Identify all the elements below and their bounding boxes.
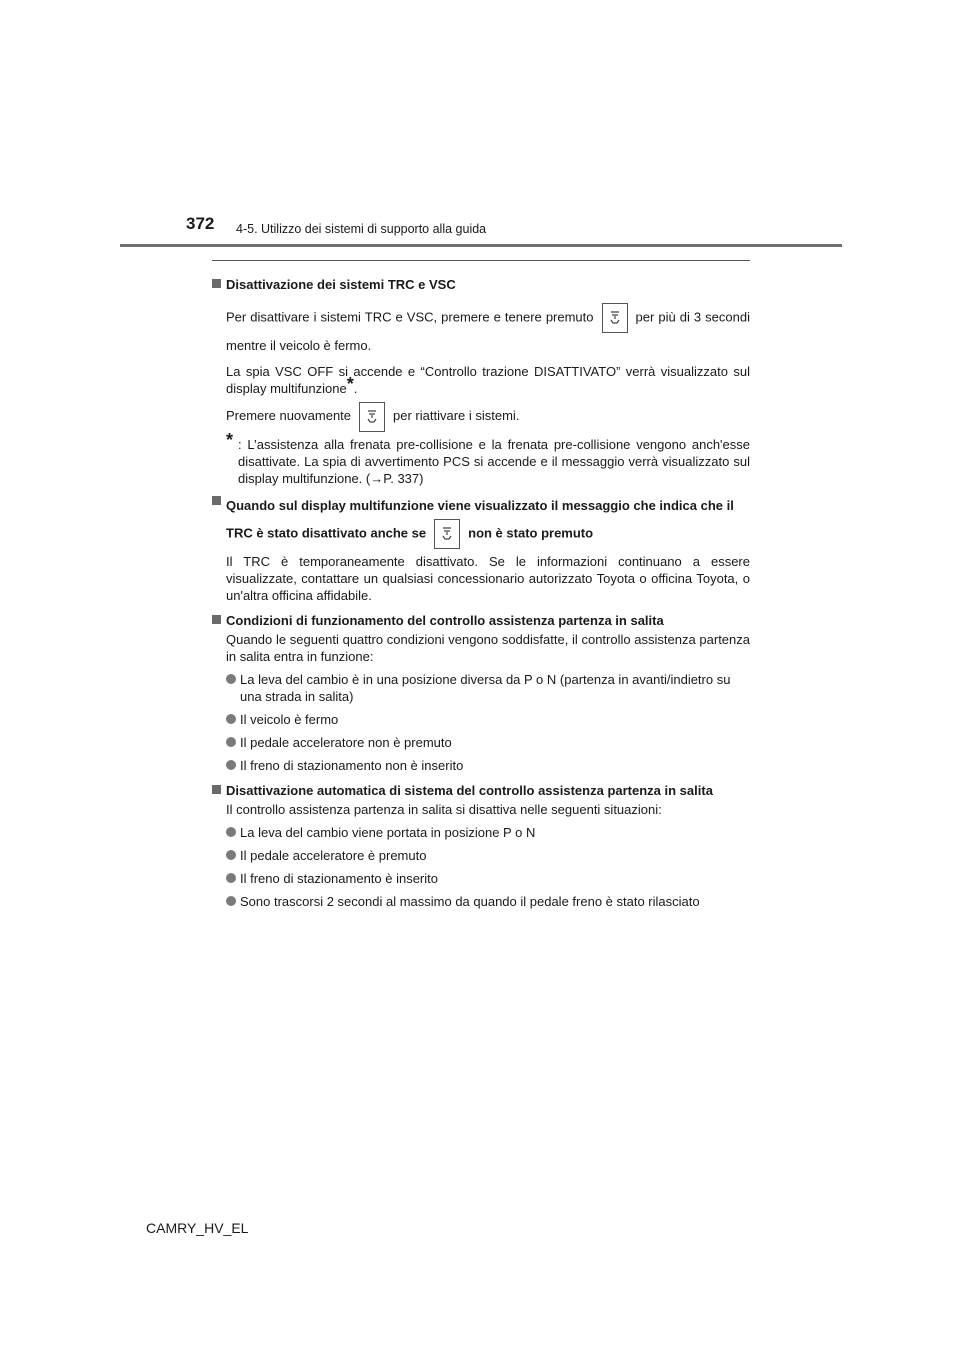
list-item: Il freno di stazionamento non è inserito (226, 757, 750, 774)
vsc-off-button-icon (602, 303, 628, 333)
list-item: Il pedale acceleratore è premuto (226, 847, 750, 864)
list-item: Il freno di stazionamento è inserito (226, 870, 750, 887)
paragraph: Quando le seguenti quattro condizioni vengono soddisfatte, il controllo assistenza partenza in salita entra in funzione: (226, 631, 750, 664)
vsc-off-button-icon (359, 402, 385, 432)
footnote-star: * (226, 429, 234, 450)
heading-disable-trc-vsc: Disattivazione dei sistemi TRC e VSC (212, 276, 750, 293)
footnote: * : L’assistenza alla frenata pre-collisione e la frenata pre-collisione vengono anch'esse disattivate. La spia di avvertimento PCS si accende e il messaggio verrà visualizzato sul display multifunzione. (→P. 337) (226, 429, 750, 486)
section-title: 4-5. Utilizzo dei sistemi di supporto alla guida (236, 222, 487, 236)
footnote-marker: * (346, 374, 354, 394)
list-item: La leva del cambio è in una posizione diversa da P o N (partenza in avanti/indietro su una strada in salita) (226, 671, 750, 705)
content (212, 268, 750, 910)
heading-hill-start-conditions: Condizioni di funzionamento del controllo assistenza partenza in salita (212, 612, 750, 629)
list-item: Il veicolo è fermo (226, 711, 750, 728)
paragraph: Per disattivare i sistemi TRC e VSC, premere e tenere premuto per più di 3 secondi mentre il veicolo è fermo. (226, 303, 750, 359)
paragraph: Il controllo assistenza partenza in salita si disattiva nelle seguenti situazioni: (226, 801, 662, 817)
header-rule (120, 244, 842, 247)
heading-hill-start-auto-off: Disattivazione automatica di sistema del controllo assistenza partenza in salita (212, 782, 750, 799)
paragraph: Il TRC è temporaneamente disattivato. Se le informazioni continuano a essere visualizzate, contattare un qualsiasi concessionario autorizzato Toyota o officina Toyota, o un'altra officina affidabile. (226, 553, 750, 603)
list-item: Il pedale acceleratore non è premuto (226, 734, 750, 751)
paragraph: La spia VSC OFF si accende e “Controllo trazione DISATTIVATO” verrà visualizzato sul display multifunzione*. (226, 364, 750, 396)
page-number: 372 (186, 214, 215, 233)
list-item: Sono trascorsi 2 secondi al massimo da quando il pedale freno è stato rilasciato (226, 893, 750, 910)
content-rule (212, 260, 750, 261)
vsc-off-button-icon (434, 519, 460, 549)
paragraph: Premere nuovamente per riattivare i sistemi. (226, 401, 750, 432)
heading-trc-message: Quando sul display multifunzione viene visualizzato il messaggio che indica che il TRC è stato disattivato anche se non è stato premuto (212, 493, 750, 549)
footer-code: CAMRY_HV_EL (146, 1220, 249, 1236)
list-item: La leva del cambio viene portata in posizione P o N (226, 824, 750, 841)
